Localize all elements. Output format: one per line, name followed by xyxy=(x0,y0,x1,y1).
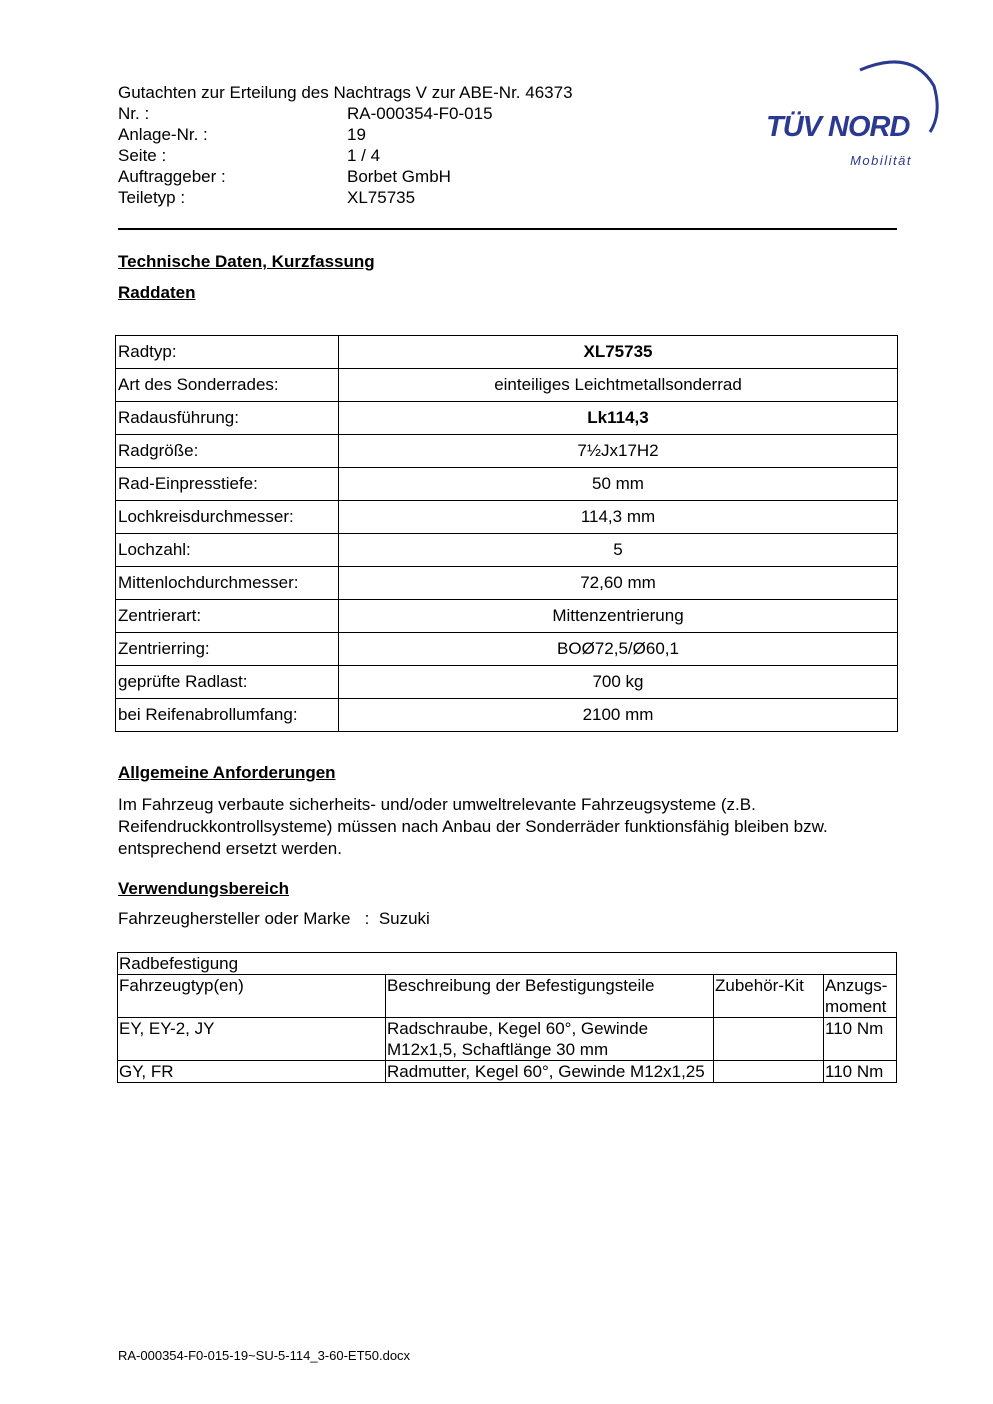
table-row xyxy=(116,468,898,501)
manufacturer-label: Fahrzeughersteller oder Marke xyxy=(118,909,351,928)
header-value: 19 xyxy=(347,125,366,144)
table-row xyxy=(116,336,898,369)
manufacturer-separator: : xyxy=(364,909,370,928)
header-row-seite xyxy=(118,145,573,166)
cell-kit xyxy=(714,1018,824,1061)
row-label: Lochzahl: xyxy=(116,534,339,567)
row-label: Zentrierring: xyxy=(116,633,339,666)
header-label: Nr. : xyxy=(118,104,150,123)
row-label: Radgröße: xyxy=(116,435,339,468)
row-value: 114,3 mm xyxy=(339,501,898,534)
header-row-nr xyxy=(118,103,573,124)
document-header xyxy=(118,82,573,208)
header-value: 1 / 4 xyxy=(347,146,381,165)
cell-description: Radschraube, Kegel 60°, Gewinde M12x1,5, Schaftlänge 30 mm xyxy=(386,1018,714,1061)
row-value: BOØ72,5/Ø60,1 xyxy=(339,633,898,666)
header-row-anlage xyxy=(118,124,573,145)
header-label: Auftraggeber : xyxy=(118,167,226,186)
table-row xyxy=(116,699,898,732)
cell-kit xyxy=(714,1061,824,1083)
header-value: RA-000354-F0-015 xyxy=(347,104,493,123)
header-value: Borbet GmbH xyxy=(347,167,451,186)
general-requirements-text: Im Fahrzeug verbaute sicherheits- und/oder umweltrelevante Fahrzeugsysteme (z.B. Reifendruckkontrollsysteme) müssen nach Anbau der Sonderräder funktionsfähig bleiben bzw. entsprechend ersetzt werden. xyxy=(118,795,828,858)
row-value: 7½Jx17H2 xyxy=(339,435,898,468)
row-value: Lk114,3 xyxy=(339,402,898,435)
table-row xyxy=(116,600,898,633)
cell-description: Radmutter, Kegel 60°, Gewinde M12x1,25 xyxy=(386,1061,714,1083)
row-label: geprüfte Radlast: xyxy=(116,666,339,699)
header-label: Seite : xyxy=(118,146,167,165)
footer-filename: RA-000354-F0-015-19~SU-5-114_3-60-ET50.docx xyxy=(118,1348,411,1363)
row-value: 5 xyxy=(339,534,898,567)
row-value: XL75735 xyxy=(339,336,898,369)
table-row xyxy=(118,1061,897,1083)
section-title-tech: Technische Daten, Kurzfassung xyxy=(118,252,375,271)
manufacturer-value: Suzuki xyxy=(378,909,430,928)
row-label: Radausführung: xyxy=(116,402,339,435)
row-label: Lochkreisdurchmesser: xyxy=(116,501,339,534)
column-header: Zubehör-Kit xyxy=(714,975,824,1018)
report-title: Gutachten zur Erteilung des Nachtrags V zur ABE-Nr. 46373 xyxy=(118,83,573,102)
table-title: Radbefestigung xyxy=(118,953,897,975)
row-value: 50 mm xyxy=(339,468,898,501)
section-title-usage: Verwendungsbereich xyxy=(118,879,289,898)
table-row xyxy=(116,666,898,699)
table-row xyxy=(116,534,898,567)
row-value: Mittenzentrierung xyxy=(339,600,898,633)
row-label: Rad-Einpresstiefe: xyxy=(116,468,339,501)
cell-types: EY, EY-2, JY xyxy=(118,1018,386,1061)
header-value: XL75735 xyxy=(347,188,416,207)
table-row xyxy=(116,402,898,435)
cell-torque: 110 Nm xyxy=(824,1018,897,1061)
header-label: Teiletyp : xyxy=(118,188,186,207)
row-label: bei Reifenabrollumfang: xyxy=(116,699,339,732)
table-row xyxy=(116,369,898,402)
row-value: 2100 mm xyxy=(339,699,898,732)
wheel-data-table xyxy=(115,335,898,732)
column-header: Beschreibung der Befestigungsteile xyxy=(386,975,714,1018)
manufacturer-line xyxy=(118,909,430,929)
table-row xyxy=(116,633,898,666)
header-label: Anlage-Nr. : xyxy=(118,125,208,144)
tuv-nord-logo xyxy=(762,56,942,172)
table-row xyxy=(116,501,898,534)
row-label: Radtyp: xyxy=(116,336,339,369)
section-title-general: Allgemeine Anforderungen xyxy=(118,763,336,782)
row-label: Zentrierart: xyxy=(116,600,339,633)
header-row-teiletyp xyxy=(118,187,573,208)
table-row xyxy=(116,435,898,468)
logo-subtitle: Mobilität xyxy=(850,153,912,168)
row-value: einteiliges Leichtmetallsonderrad xyxy=(339,369,898,402)
cell-torque: 110 Nm xyxy=(824,1061,897,1083)
row-label: Mittenlochdurchmesser: xyxy=(116,567,339,600)
table-title-row xyxy=(118,953,897,975)
table-row xyxy=(118,1018,897,1061)
header-row-auftraggeber xyxy=(118,166,573,187)
table-row xyxy=(116,567,898,600)
row-label: Art des Sonderrades: xyxy=(116,369,339,402)
row-value: 700 kg xyxy=(339,666,898,699)
logo-brand: TÜV NORD xyxy=(766,111,910,143)
column-header: Fahrzeugtyp(en) xyxy=(118,975,386,1018)
section-title-wheel: Raddaten xyxy=(118,283,196,302)
column-header: Anzugs-moment xyxy=(824,975,897,1018)
table-header-row xyxy=(118,975,897,1018)
cell-types: GY, FR xyxy=(118,1061,386,1083)
header-divider xyxy=(118,228,897,230)
wheel-fixing-table xyxy=(117,952,897,1083)
row-value: 72,60 mm xyxy=(339,567,898,600)
